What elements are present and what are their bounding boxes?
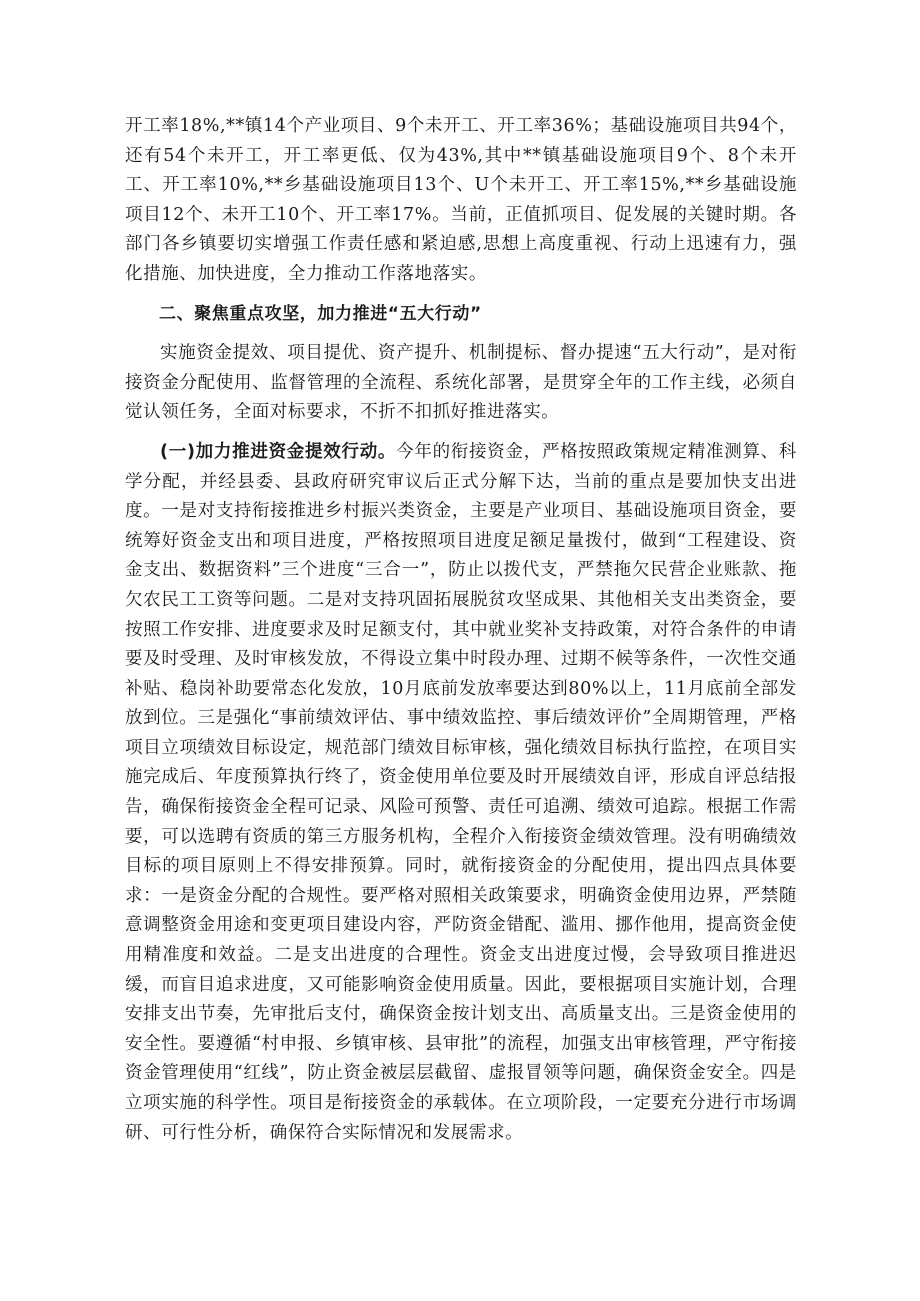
document-body: [125, 112, 797, 1148]
paragraph-subsection-1: [125, 438, 797, 1148]
paragraph-intro: 实施资金提效、项目提优、资产提升、机制提标、督办提速“五大行动”，是对衔接资金分配使用、监督管理的全流程、系统化部署，是贯穿全年的工作主线，必须自觉认领任务，全面对标要求，不折不扣抓好推进落实。: [125, 343, 797, 423]
section-heading: 二、聚焦重点攻坚，加力推进“五大行动”: [159, 303, 482, 324]
subsection-title: (一)加力推进资金提效行动。: [160, 441, 397, 462]
subsection-body: 今年的衔接资金，严格按照政策规定精准测算、科学分配，并经县委、县政府研究审议后正式分解下达，当前的重点是要加快支出进度。一是对支持衔接推进乡村振兴类资金，主要是产业项目、基础设施项目资金，要统筹好资金支出和项目进度，严格按照项目进度足额足量拨付，做到“工程建设、资金支出、数据资料”三个进度“三合一”，防止以拨代支，严禁拖欠民营企业账款、拖欠农民工工资等问题。二是对支持巩固拓展脱贫攻坚成果、其他相关支出类资金，要按照工作安排、进度要求及时足额支付，其中就业奖补支持政策，对符合条件的申请要及时受理、及时审核发放，不得设立集中时段办理、过期不候等条件，一次性交通补贴、稳岗补助要常态化发放，10月底前发放率要达到80%以上，11月底前全部发放到位。三是强化“事前绩效评估、事中绩效监控、事后绩效评价”全周期管理，严格项目立项绩效目标设定，规范部门绩效目标审核，强化绩效目标执行监控，在项目实施完成后、年度预算执行终了，资金使用单位要及时开展绩效自评，形成自评总结报告，确保衔接资金全程可记录、风险可预警、责任可追溯、绩效可追踪。根据工作需要，可以选聘有资质的第三方服务机构，全程介入衔接资金绩效管理。没有明确绩效目标的项目原则上不得安排预算。同时，就衔接资金的分配使用，提出四点具体要求：一是资金分配的合规性。要严格对照相关政策要求，明确资金使用边界，严禁随意调整资金用途和变更项目建设内容，严防资金错配、滥用、挪作他用，提高资金使用精准度和效益。二是支出进度的合理性。资金支出进度过慢，会导致项目推进迟缓，而盲目追求进度，又可能影响资金使用质量。因此，要根据项目实施计划，合理安排支出节奏，先审批后支付，确保资金按计划支出、高质量支出。三是资金使用的安全性。要遵循“村申报、乡镇审核、县审批”的流程，加强支出审核管理，严守衔接资金管理使用“红线”，防止资金被层层截留、虚报冒领等问题，确保资金安全。四是立项实施的科学性。项目是衔接资金的承载体。在立项阶段，一定要充分进行市场调研、可行性分析，确保符合实际情况和发展需求。: [125, 441, 797, 1143]
paragraph-continuation: 开工率18%,**镇14个产业项目、9个未开工、开工率36%；基础设施项目共94个，还有54个未开工，开工率更低、仅为43%,其中**镇基础设施项目9个、8个未开工、开工率10%,**乡基础设施项目13个、U个未开工、开工率15%,**乡基础设施项目12个、未开工10个、开工率17%。当前，正值抓项目、促发展的关键时期。各部门各乡镇要切实增强工作责任感和紧迫感,思想上高度重视、行动上迅速有力，强化措施、加快进度，全力推动工作落地落实。: [125, 116, 797, 284]
